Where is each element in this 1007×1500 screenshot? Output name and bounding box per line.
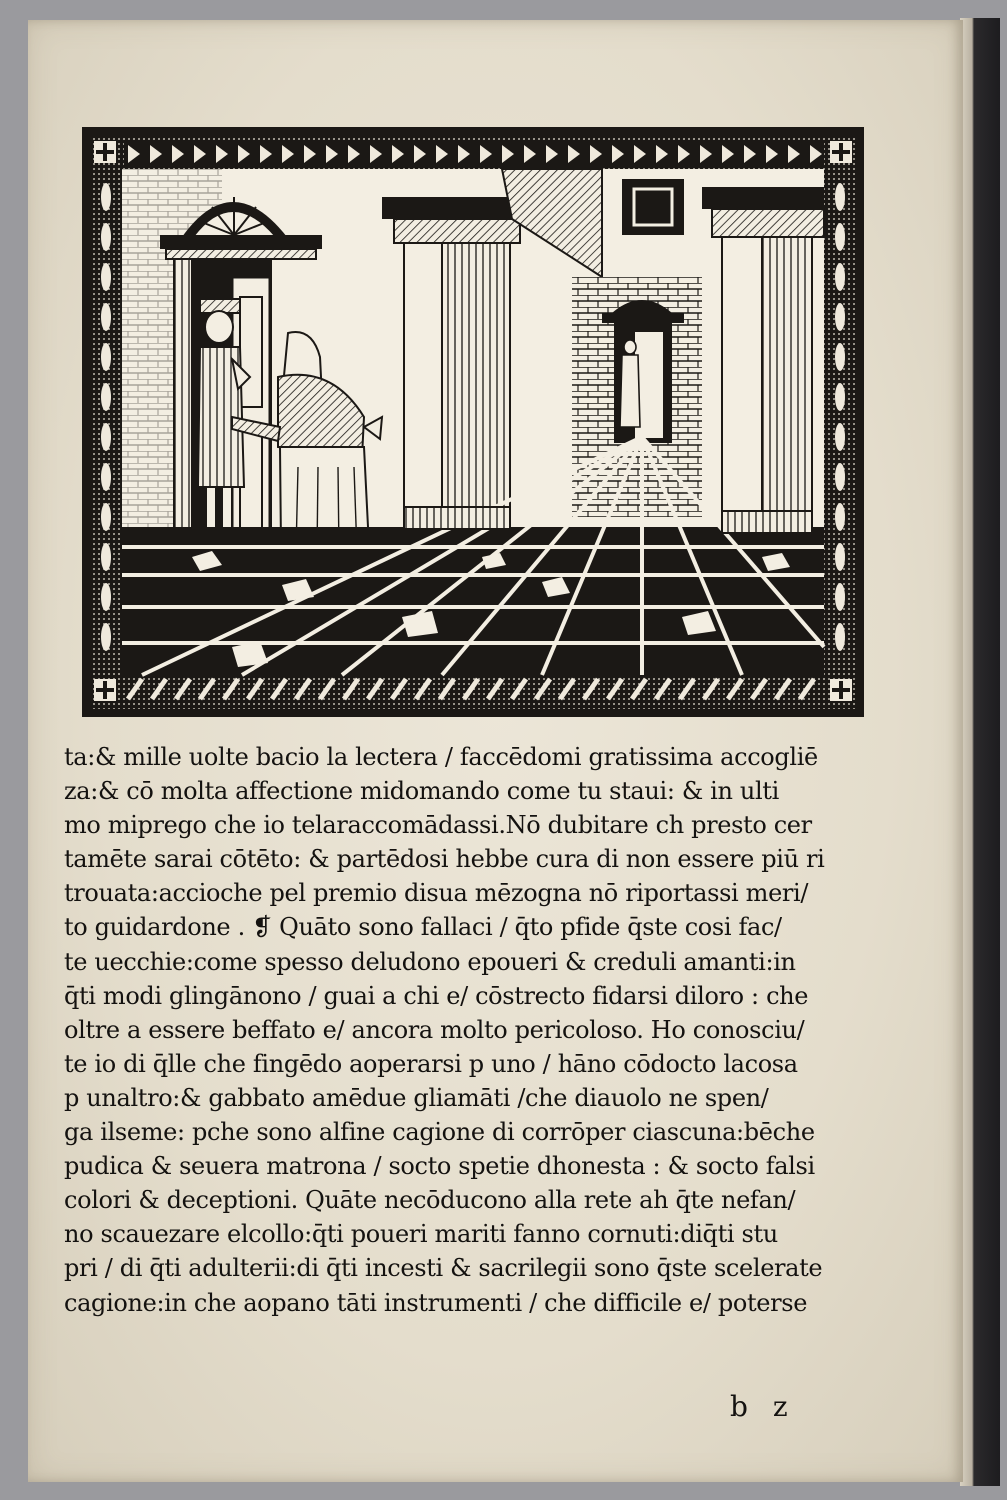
text-line: za:& cō molta affectione midomando come tu staui: & in ulti	[64, 777, 779, 806]
text-line: cagione:in che aopano tāti instrumenti / che difficile e/ poterse	[64, 1288, 808, 1317]
text-line: te io di q̄lle che fingēdo aoperarsi p uno / hāno cōdocto lacosa	[64, 1049, 798, 1078]
text-line: oltre a essere beffato e/ ancora molto pericoloso. Ho conosciu/	[64, 1015, 805, 1044]
text-line: p unaltro:& gabbato amēdue gliamāti /che diauolo ne spen/	[64, 1083, 769, 1112]
text-line: te uecchie:come spesso deludono epoueri & creduli amanti:in	[64, 947, 796, 976]
text-line: q̄ti modi glingānono / guai a chi e/ cōstrecto fidarsi diloro : che	[64, 981, 809, 1010]
signature-mark: b z	[730, 1390, 796, 1423]
text-line: mo miprego che io telaraccomādassi.Nō dubitare ch presto cer	[64, 811, 812, 840]
text-line: pri / di q̄ti adulterii:di q̄ti incesti & sacrilegii sono q̄ste scelerate	[64, 1254, 823, 1283]
text-line: trouata:accioche pel premio disua mēzogna nō riportassi meri/	[64, 879, 809, 908]
woodcut-illustration-icon	[82, 127, 864, 717]
book-page	[28, 20, 963, 1482]
text-line: ta:& mille uolte bacio la lectera / faccēdomi gratissima accogliē	[64, 743, 818, 771]
text-line: ga ilseme: pche sono alfine cagione di corrōper ciascuna:bēche	[64, 1118, 815, 1147]
text-line: pudica & seuera matrona / socto spetie dhonesta : & socto falsi	[64, 1152, 815, 1181]
main-text	[64, 740, 874, 1320]
text-line: tamēte sarai cōtēto: & partēdosi hebbe cura di non essere piū ri	[64, 845, 825, 874]
book-spine-edge	[960, 18, 1000, 1486]
text-line: to guidardone . ❡ Quāto sono fallaci / q̄to pfide q̄ste cosi fac/	[64, 913, 782, 942]
text-line: colori & deceptioni. Quāte necōducono alla rete ah q̄te nefan/	[64, 1186, 796, 1215]
text-line: no scauezare elcollo:q̄ti poueri mariti fanno cornuti:diq̄ti stu	[64, 1220, 778, 1249]
